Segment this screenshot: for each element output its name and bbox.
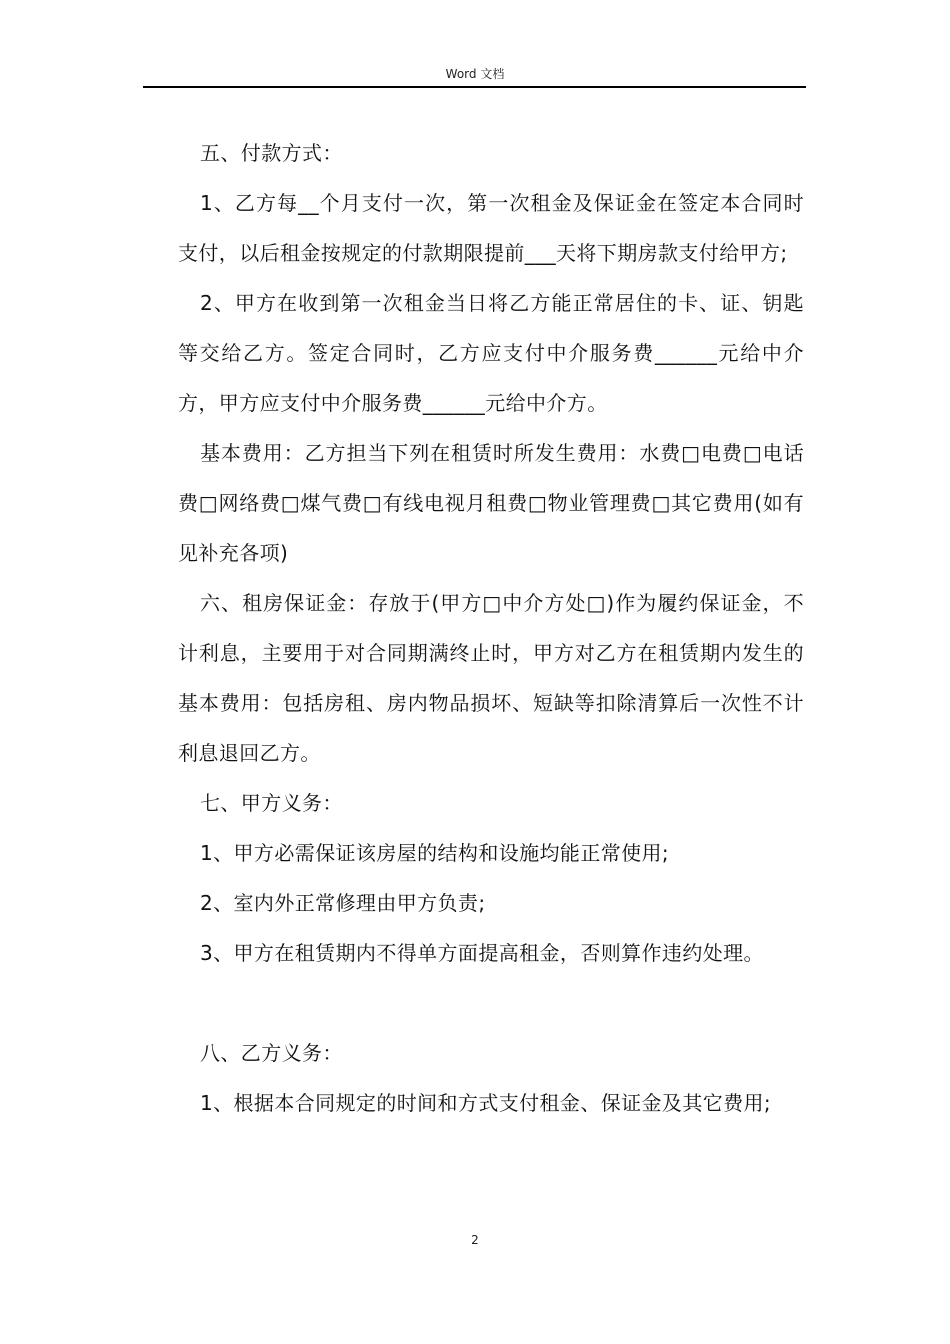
payment-clause-1: 1、乙方每__个月支付一次，第一次租金及保证金在签定本合同时支付，以后租金按规定的付款期限提前___天将下期房款支付给甲方; — [178, 191, 804, 265]
section-heading-payment: 五、付款方式： — [200, 141, 343, 165]
blank-line — [178, 978, 804, 1028]
section-heading-tenant-duties: 八、乙方义务： — [200, 1041, 343, 1065]
page-number: 2 — [471, 1233, 479, 1247]
tenant-duty-1: 1、根据本合同规定的时间和方式支付租金、保证金及其它费用; — [200, 1091, 772, 1115]
landlord-duty-1: 1、甲方必需保证该房屋的结构和设施均能正常使用; — [200, 841, 670, 865]
payment-clause-2: 2、甲方在收到第一次租金当日将乙方能正常居住的卡、证、钥匙等交给乙方。签定合同时，乙方应支付中介服务费______元给中介方，甲方应支付中介服务费______元给中介方。 — [178, 291, 804, 415]
landlord-duty-2: 2、室内外正常修理由甲方负责; — [200, 891, 486, 915]
section-heading-landlord-duties: 七、甲方义务： — [200, 791, 343, 815]
header-divider — [143, 86, 806, 88]
page-header-title: Word 文档 — [445, 67, 505, 81]
basic-fees-paragraph: 基本费用：乙方担当下列在租赁时所发生费用：水费□电费□电话费□网络费□煤气费□有线电视月租费□物业管理费□其它费用(如有见补充各项) — [178, 441, 804, 565]
section-heading-deposit: 六、租房保证金：存放于(甲方□中介方处□)作为履约保证金，不计利息，主要用于对合同期满终止时，甲方对乙方在租赁期内发生的基本费用：包括房租、房内物品损坏、短缺等扣除清算后一次性不计利息退回乙方。 — [178, 591, 804, 765]
document-body — [178, 128, 804, 1128]
landlord-duty-3: 3、甲方在租赁期内不得单方面提高租金，否则算作违约处理。 — [200, 941, 764, 965]
